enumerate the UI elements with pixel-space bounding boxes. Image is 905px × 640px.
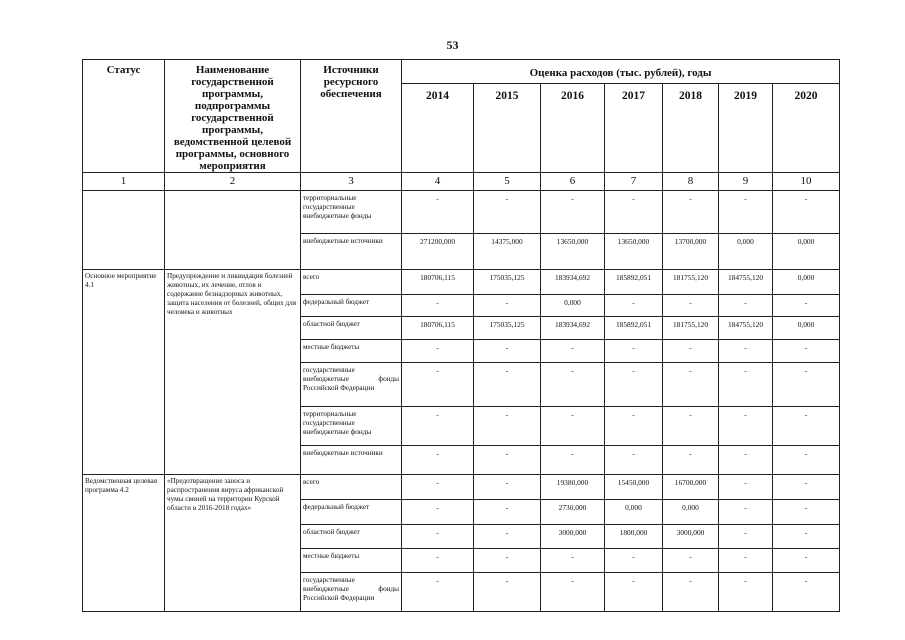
value-cell: - [402,191,474,234]
value-cell: - [402,525,474,549]
column-number: 5 [474,173,541,191]
value-cell: 3000,000 [541,525,605,549]
header-year: 2014 [402,83,474,172]
value-cell: - [402,363,474,407]
value-cell: - [719,549,773,573]
header-estimate: Оценка расходов (тыс. рублей), годы [402,60,840,84]
value-cell: 271200,000 [402,234,474,270]
value-cell: 183934,692 [541,317,605,340]
value-cell: 180706,115 [402,317,474,340]
value-cell: - [719,573,773,612]
value-cell: - [541,446,605,475]
value-cell: - [402,500,474,525]
value-cell: - [541,340,605,363]
value-cell: - [402,573,474,612]
value-cell: 14375,000 [474,234,541,270]
value-cell: - [402,475,474,500]
value-cell: 181755,120 [663,317,719,340]
value-cell: - [719,363,773,407]
value-cell: - [402,407,474,446]
value-cell: 15450,000 [605,475,663,500]
value-cell: 0,000 [773,234,840,270]
column-number: 6 [541,173,605,191]
column-number: 8 [663,173,719,191]
source-cell: внебюджетные источники [301,446,402,475]
value-cell: - [663,549,719,573]
value-cell: 175035,125 [474,270,541,295]
value-cell: - [541,407,605,446]
value-cell: - [605,363,663,407]
value-cell: 16700,000 [663,475,719,500]
status-cell: Ведомственная целевая программа 4.2 [83,475,165,612]
source-cell: федеральный бюджет [301,500,402,525]
value-cell: - [474,446,541,475]
header-sources: Источники ресурсного обеспечения [301,60,402,173]
value-cell: - [719,525,773,549]
source-cell: всего [301,270,402,295]
value-cell: - [719,191,773,234]
column-number: 2 [165,173,301,191]
column-number: 9 [719,173,773,191]
page-number: 53 [446,38,459,52]
source-cell: государственные внебюджетные фонды Российской Федерации [301,363,402,407]
value-cell: - [474,525,541,549]
value-cell: - [663,573,719,612]
header-status: Статус [83,60,165,173]
source-cell: территориальные государственные внебюджетные фонды [301,191,402,234]
value-cell: - [719,500,773,525]
table-row [83,270,840,295]
value-cell: - [474,340,541,363]
value-cell: 180706,115 [402,270,474,295]
value-cell: - [541,191,605,234]
header-year: 2018 [663,83,719,172]
value-cell: - [474,191,541,234]
header-year: 2017 [605,83,663,172]
value-cell: 0,000 [773,317,840,340]
budget-table [82,59,840,612]
source-cell: областной бюджет [301,317,402,340]
value-cell: - [773,573,840,612]
value-cell: 13650,000 [541,234,605,270]
value-cell: 185892,051 [605,317,663,340]
value-cell: 181755,120 [663,270,719,295]
value-cell: 1800,000 [605,525,663,549]
value-cell: 3000,000 [663,525,719,549]
header-year: 2015 [474,83,541,172]
source-cell: территориальные государственные внебюджетные фонды [301,407,402,446]
value-cell: - [773,446,840,475]
value-cell: - [773,475,840,500]
source-cell: областной бюджет [301,525,402,549]
source-cell: федеральный бюджет [301,295,402,317]
value-cell: - [474,363,541,407]
value-cell: 0,000 [605,500,663,525]
value-cell: 2730,000 [541,500,605,525]
value-cell: 0,000 [719,234,773,270]
value-cell: - [719,475,773,500]
value-cell: - [773,363,840,407]
value-cell: - [719,340,773,363]
column-number: 1 [83,173,165,191]
program-name-cell: «Предотвращение заноса и распространения вируса африканской чумы свиней на территории Курской области в 2016-2018 годах» [165,475,301,612]
value-cell: - [474,407,541,446]
value-cell: - [663,295,719,317]
source-cell: государственные внебюджетные фонды Российской Федерации [301,573,402,612]
value-cell: - [541,549,605,573]
value-cell: - [773,191,840,234]
value-cell: - [605,340,663,363]
value-cell: - [474,295,541,317]
value-cell: 0,000 [773,270,840,295]
value-cell: - [605,446,663,475]
value-cell: - [474,475,541,500]
value-cell: - [773,549,840,573]
value-cell: 13700,000 [663,234,719,270]
header-name: Наименование государственной программы, подпрограммы государственной программы, ведомственной целевой программы, основного мероприятия [165,60,301,173]
value-cell: - [773,407,840,446]
value-cell: - [402,295,474,317]
value-cell: - [663,446,719,475]
value-cell: - [719,295,773,317]
value-cell: - [663,340,719,363]
value-cell: 13650,000 [605,234,663,270]
column-number: 4 [402,173,474,191]
value-cell: - [605,295,663,317]
value-cell: - [402,340,474,363]
column-number: 10 [773,173,840,191]
value-cell: - [605,573,663,612]
value-cell: - [663,363,719,407]
value-cell: - [605,191,663,234]
value-cell: - [773,340,840,363]
value-cell: - [773,500,840,525]
value-cell: - [605,549,663,573]
value-cell: 19380,000 [541,475,605,500]
status-cell: Основное мероприятие 4.1 [83,270,165,475]
value-cell: - [402,549,474,573]
value-cell: 184755,120 [719,270,773,295]
value-cell: - [474,500,541,525]
value-cell: - [719,446,773,475]
value-cell: - [773,295,840,317]
status-cell [83,191,165,270]
header-year: 2016 [541,83,605,172]
value-cell: 175035,125 [474,317,541,340]
value-cell: 0,000 [663,500,719,525]
header-year: 2019 [719,83,773,172]
value-cell: - [541,573,605,612]
header-year: 2020 [773,83,840,172]
table-row [83,475,840,500]
table-row [83,191,840,234]
source-cell: всего [301,475,402,500]
source-cell: внебюджетные источники [301,234,402,270]
source-cell: местные бюджеты [301,549,402,573]
value-cell: - [474,549,541,573]
value-cell: - [773,525,840,549]
value-cell: - [402,446,474,475]
value-cell: - [474,573,541,612]
value-cell: - [663,407,719,446]
value-cell: - [719,407,773,446]
value-cell: 183934,692 [541,270,605,295]
value-cell: 0,000 [541,295,605,317]
value-cell: 185892,051 [605,270,663,295]
column-number: 3 [301,173,402,191]
program-name-cell: Предупреждение и ликвидация болезней животных, их лечение, отлов и содержание безнадзорных животных, защита населения от болезней, общих для человека и животных [165,270,301,475]
value-cell: - [663,191,719,234]
source-cell: местные бюджеты [301,340,402,363]
value-cell: - [541,363,605,407]
value-cell: 184755,120 [719,317,773,340]
value-cell: - [605,407,663,446]
program-name-cell [165,191,301,270]
column-number: 7 [605,173,663,191]
